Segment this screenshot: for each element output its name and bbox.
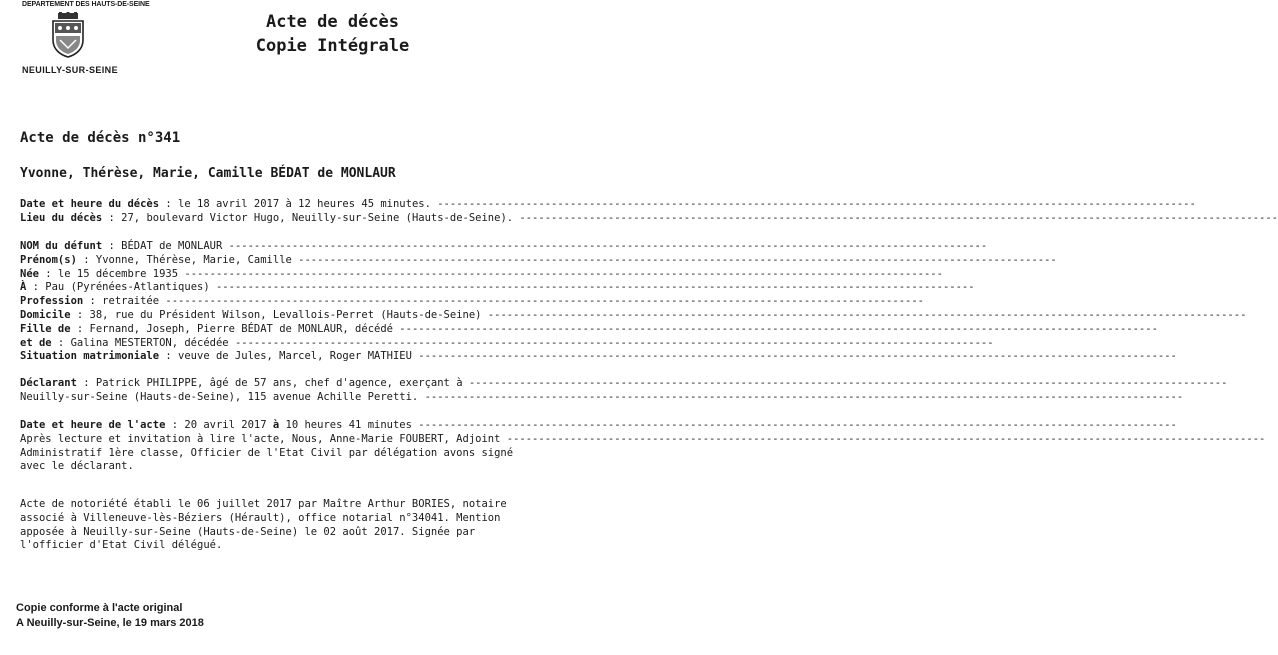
death-details <box>20 198 1278 226</box>
act-heading: Acte de décès n°341 <box>20 130 181 146</box>
declarant-section <box>20 377 1228 405</box>
field-row-situation <box>20 350 1177 364</box>
act-date-section <box>20 419 1266 474</box>
field-value: : Galina MESTERTON, décédée <box>51 336 229 349</box>
deceased-identity <box>20 240 1247 364</box>
field-value: Administratif 1ère classe, Officier de l'Etat Civil par délégation avons signé <box>20 446 514 459</box>
document-title <box>215 10 450 58</box>
dash-filler: ------------------------------------------------------------------------------------------------------------------------ <box>462 377 1228 389</box>
dash-filler: ------------------------------------------------------------------------------------------------------------------------ <box>430 198 1196 210</box>
field-value-bold: à <box>272 419 280 431</box>
field-row-prenom <box>20 253 1057 268</box>
field-value: Neuilly-sur-Seine (Hauts-de-Seine), 115 avenue Achille Peretti. <box>20 390 419 403</box>
dash-filler: ------------------------------------------------------------------------------------------------------------------------ <box>411 350 1177 363</box>
dash-filler: ------------------------------------------------------------------------------------------------------------------------ <box>222 240 988 252</box>
certification-footer <box>16 601 204 631</box>
field-value: 10 heures 41 minutes <box>279 419 412 431</box>
field-value: : 38, rue du Président Wilson, Levallois-Perret (Hauts-de-Seine) <box>70 308 482 321</box>
field-row-nee <box>20 267 943 282</box>
field-label: et de <box>20 336 52 349</box>
field-row-lieu-naissance <box>20 281 975 295</box>
act-date-line-1 <box>20 419 1177 433</box>
deceased-full-name: Yvonne, Thérèse, Marie, Camille BÉDAT de MONLAUR <box>20 166 396 181</box>
dash-filler: ------------------------------------------------------------------------------------------------------------------------ <box>411 419 1177 431</box>
act-date-line-2 <box>20 432 1266 447</box>
field-value: : BÉDAT de MONLAUR <box>102 240 223 252</box>
field-row-lieu <box>20 211 1278 226</box>
field-value: : Yvonne, Thérèse, Marie, Camille <box>76 253 292 266</box>
field-row-domicile <box>20 308 1247 323</box>
field-value: avec le déclarant. <box>20 460 134 473</box>
field-row-profession <box>20 295 924 309</box>
dash-filler: ------------------------------------------------------------------------------------------------------------------------ <box>392 322 1158 335</box>
coat-of-arms-icon <box>50 12 86 58</box>
declarant-line-1 <box>20 377 1228 391</box>
dash-filler: ------------------------------------------------------------------------------------------------------------------------ <box>178 267 943 280</box>
field-label: Date et heure du décès <box>20 198 160 210</box>
title-line-2: Copie Intégrale <box>255 36 410 56</box>
department-label: DEPARTEMENT DES HAUTS-DE-SEINE <box>22 1 150 8</box>
dash-filler: ------------------------------------------------------------------------------------------------------------------------ <box>291 253 1057 266</box>
title-line-1: Acte de décès <box>265 12 400 32</box>
field-label: Déclarant <box>20 377 77 389</box>
field-value: : Patrick PHILIPPE, âgé de 57 ans, chef d'agence, exerçant à <box>76 377 463 389</box>
field-row-nom <box>20 240 988 254</box>
mention-line-2: associé à Villeneuve-lès-Béziers (Hérault), office notarial n°34041. Mention <box>20 511 501 524</box>
field-value: : Fernand, Joseph, Pierre BÉDAT de MONLAUR, décédé <box>70 322 393 335</box>
field-row-fille-de <box>20 322 1158 337</box>
field-value: : 27, boulevard Victor Hugo, Neuilly-sur-Seine (Hauts-de-Seine). <box>102 211 514 224</box>
mention-line-3: apposée à Neuilly-sur-Seine (Hauts-de-Seine) le 02 août 2017. Signée par <box>20 525 476 538</box>
field-value: Après lecture et invitation à lire l'acte, Nous, Anne-Marie FOUBERT, Adjoint <box>20 432 501 445</box>
field-row-et-de <box>20 336 994 351</box>
footer-line-2: A Neuilly-sur-Seine, le 19 mars 2018 <box>16 617 204 629</box>
dash-filler: ------------------------------------------------------------------------------------------------------------------------ <box>481 308 1247 321</box>
field-label: Domicile <box>20 308 71 321</box>
footer-line-1: Copie conforme à l'acte original <box>16 602 183 614</box>
field-label: NOM du défunt <box>20 240 103 252</box>
dash-filler: ------------------------------------------------------------------------------------------------------------------------ <box>418 390 1184 403</box>
mention-section <box>20 498 592 553</box>
field-row-date <box>20 198 1196 212</box>
field-label: Situation matrimoniale <box>20 350 160 363</box>
field-value: : 20 avril 2017 <box>165 419 273 431</box>
dash-filler: ------------------------------------------------------------------------------------------------------------------------ <box>159 295 924 308</box>
mention-line-4: l'officier d'Etat Civil délégué. <box>20 539 223 552</box>
field-value: : veuve de Jules, Marcel, Roger MATHIEU <box>159 350 412 363</box>
dash-filler: ------------------------------------------------------------------------------------------------------------------------ <box>513 211 1278 224</box>
field-label: Fille de <box>20 322 71 335</box>
field-label: À <box>20 281 27 294</box>
field-label: Lieu du décès <box>20 211 103 224</box>
dash-filler: ------------------------------------------------------------------------------------------------------------------------ <box>500 432 1266 445</box>
dash-filler: ------------------------------------------------------------------------------------------------------------------------ <box>228 336 994 349</box>
field-value: : le 18 avril 2017 à 12 heures 45 minutes. <box>159 198 431 210</box>
act-date-line-4 <box>20 460 592 474</box>
field-value: : retraitée <box>83 295 160 308</box>
dash-filler: ------------------------------------------------------------------------------------------------------------------------ <box>209 281 975 294</box>
declarant-line-2 <box>20 390 1184 405</box>
mention-line-1: Acte de notoriété établi le 06 juillet 2017 par Maître Arthur BORIES, notaire <box>20 498 507 510</box>
act-date-line-3 <box>20 447 592 461</box>
field-label: Date et heure de l'acte <box>20 419 166 431</box>
field-label: Prénom(s) <box>20 253 77 266</box>
field-value: : Pau (Pyrénées-Atlantiques) <box>26 281 210 294</box>
field-value: : le 15 décembre 1935 <box>38 267 179 280</box>
field-label: Née <box>20 267 39 280</box>
field-label: Profession <box>20 295 84 308</box>
town-label: NEUILLY-SUR-SEINE <box>22 65 118 75</box>
